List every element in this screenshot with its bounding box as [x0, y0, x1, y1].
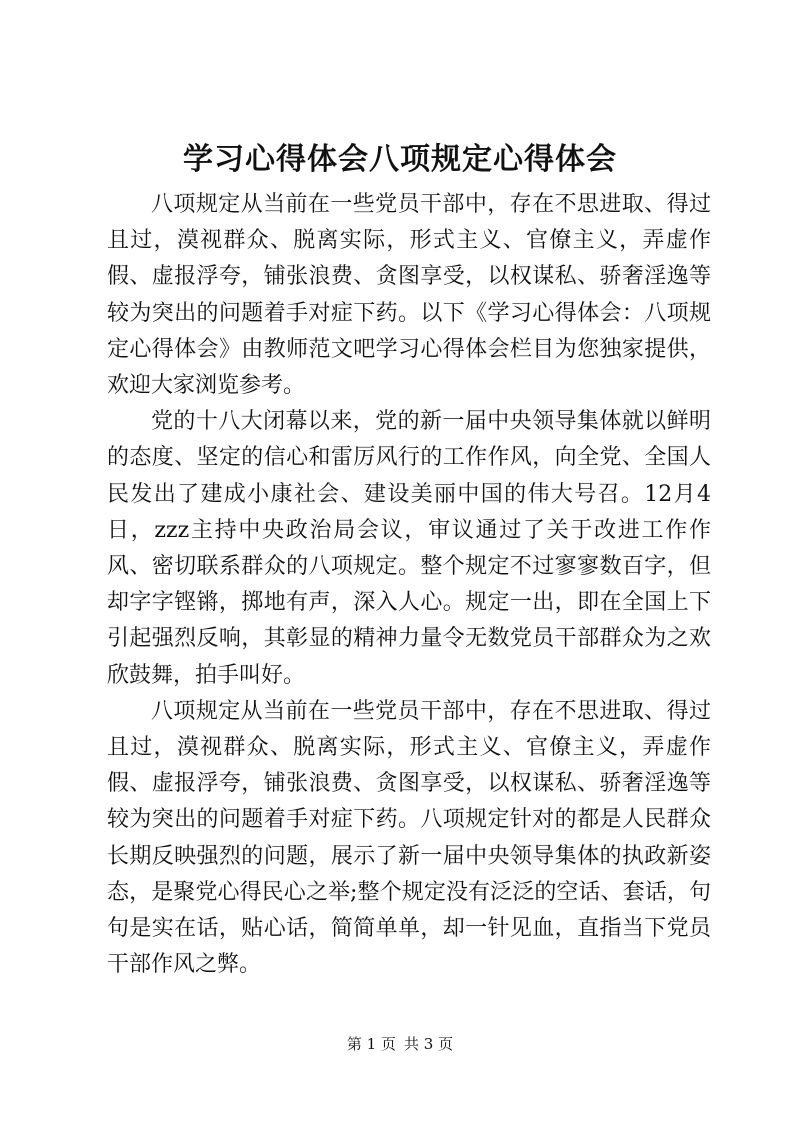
paragraph-3: 八项规定从当前在一些党员干部中，存在不思进取、得过且过，漠视群众、脱离实际，形式主义、官僚主义，弄虚作假、虚报浮夸，铺张浪费、贪图享受，以权谋私、骄奢淫逸等较为突出的问题着手对症下药。八项规定针对的都是人民群众长期反映强烈的问题，展示了新一届中央领导集体的执政新姿态，是聚党心得民心之举;整个规定没有泛泛的空话、套话，句句是实在话，贴心话，简简单单，却一针见血，直指当下党员干部作风之弊。 [107, 698, 711, 978]
document-body [107, 187, 711, 983]
document-title: 学习心得体会八项规定心得体会 [183, 142, 617, 177]
paragraph-1: 八项规定从当前在一些党员干部中，存在不思进取、得过且过，漠视群众、脱离实际，形式主义、官僚主义，弄虚作假、虚报浮夸，铺张浪费、贪图享受，以权谋私、骄奢淫逸等较为突出的问题着手对症下药。以下《学习心得体会：八项规定心得体会》由教师范文吧学习心得体会栏目为您独家提供，欢迎大家浏览参考。 [107, 192, 711, 399]
page-number: 第 1 页 [346, 1035, 396, 1053]
paragraph-2: 党的十八大闭幕以来，党的新一届中央领导集体就以鲜明的态度、坚定的信心和雷厉风行的工作作风，向全党、全国人民发出了建成小康社会、建设美丽中国的伟大号召。12月4日，zzz主持中央政治局会议，审议通过了关于改进工作作风、密切联系群众的八项规定。整个规定不过寥寥数百字，但却字字铿锵，掷地有声，深入人心。规定一出，即在全国上下引起强烈反响，其彰显的精神力量令无数党员干部群众为之欢欣鼓舞，拍手叫好。 [107, 409, 711, 688]
page-footer [0, 1034, 800, 1054]
page-total: 共 3 页 [404, 1035, 454, 1053]
